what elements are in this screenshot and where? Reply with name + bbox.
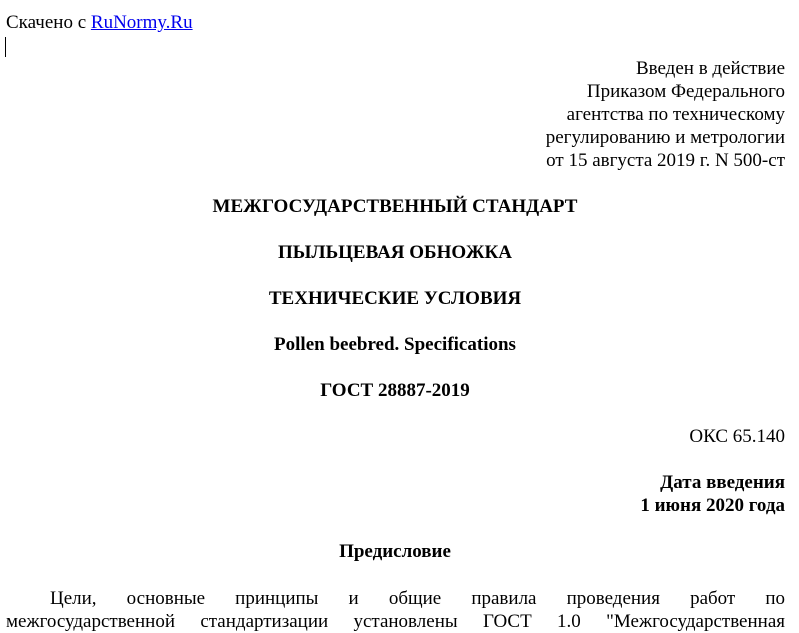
- source-prefix: Скачено с: [6, 12, 91, 33]
- approval-line: агентства по техническому: [566, 104, 785, 125]
- introduction-date: 1 июня 2020 года: [640, 495, 785, 516]
- foreword-paragraph-line: Цели, основные принципы и общие правила проведения работ по: [50, 588, 785, 609]
- approval-line: от 15 августа 2019 г. N 500-ст: [546, 150, 785, 171]
- text-cursor: [5, 37, 6, 57]
- oks-code: ОКС 65.140: [689, 426, 785, 447]
- approval-line: Введен в действие: [635, 58, 785, 79]
- standard-subtitle: ТЕХНИЧЕСКИЕ УСЛОВИЯ: [268, 288, 522, 309]
- source-line: [6, 11, 193, 34]
- approval-block: [546, 57, 785, 172]
- standard-type-heading: МЕЖГОСУДАРСТВЕННЫЙ СТАНДАРТ: [212, 196, 578, 217]
- approval-line: регулированию и метрологии: [545, 127, 785, 148]
- foreword-paragraph-line: межгосударственной стандартизации установлены ГОСТ 1.0 "Межгосударственная: [6, 611, 785, 632]
- foreword-heading: Предисловие: [339, 541, 451, 562]
- standard-title: ПЫЛЬЦЕВАЯ ОБНОЖКА: [278, 242, 512, 263]
- approval-line: Приказом Федерального: [586, 81, 785, 102]
- introduction-label: Дата введения: [660, 472, 785, 493]
- english-title: Pollen beebred. Specifications: [274, 334, 516, 355]
- gost-number: ГОСТ 28887-2019: [320, 380, 470, 401]
- source-link[interactable]: RuNormy.Ru: [90, 12, 193, 33]
